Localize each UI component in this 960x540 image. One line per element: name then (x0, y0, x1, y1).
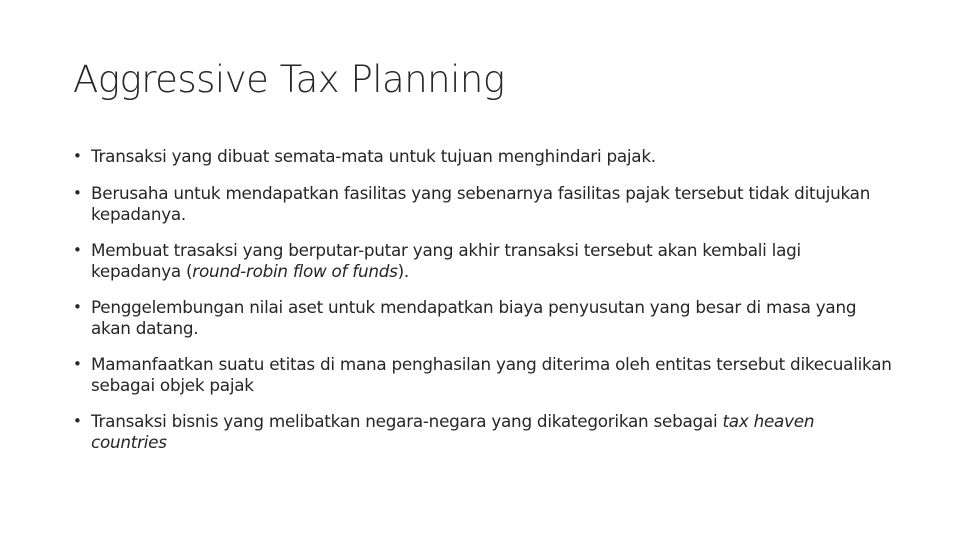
bullet-marker: • (73, 298, 82, 316)
bullet-italic-text: round-robin flow of funds (192, 261, 398, 281)
bullet-item (73, 146, 893, 167)
bullet-item (73, 411, 893, 453)
bullet-text: Transaksi yang dibuat semata-mata untuk tujuan menghindari pajak. (91, 146, 656, 166)
bullet-text: Berusaha untuk mendapatkan fasilitas yang sebenarnya fasilitas pajak tersebut tidak ditujukan kepadanya. (91, 183, 871, 224)
bullet-item (73, 297, 893, 339)
bullet-text: Mamanfaatkan suatu etitas di mana penghasilan yang diterima oleh entitas tersebut dikecualikan sebagai objek pajak (91, 354, 892, 395)
slide-title: Aggressive Tax Planning (73, 58, 505, 101)
bullet-text: Penggelembungan nilai aset untuk mendapatkan biaya penyusutan yang besar di masa yang akan datang. (91, 297, 857, 338)
bullet-marker: • (73, 147, 82, 165)
bullet-italic-text: tax heaven countries (91, 411, 815, 452)
bullet-marker: • (73, 412, 82, 430)
bullet-item (73, 240, 893, 282)
bullet-text: Membuat trasaksi yang berputar-putar yang akhir transaksi tersebut akan kembali lagi kepadanya ( (91, 240, 801, 281)
bullet-text: ). (397, 261, 410, 281)
bullet-text: Transaksi bisnis yang melibatkan negara-negara yang dikategorikan sebagai (91, 411, 723, 431)
bullet-item (73, 354, 893, 396)
bullet-marker: • (73, 184, 82, 202)
bullet-marker: • (73, 241, 82, 259)
bullet-item (73, 183, 893, 225)
bullet-list (73, 146, 893, 468)
bullet-marker: • (73, 355, 82, 373)
